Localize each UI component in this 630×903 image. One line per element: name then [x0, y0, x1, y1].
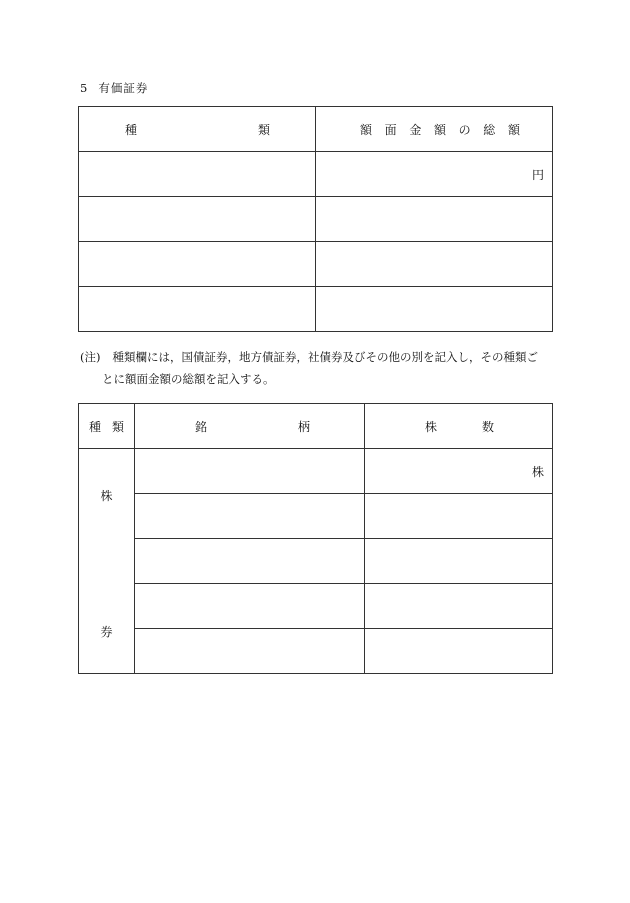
table-header-row [79, 107, 553, 152]
note-line-2: とに額面金額の総額を記入する。 [102, 372, 275, 386]
header-kind: 種 類 [79, 107, 316, 152]
kind-cell[interactable] [79, 242, 316, 287]
section-number: 5 [80, 81, 89, 95]
amount-cell[interactable] [316, 287, 553, 332]
table-row [79, 629, 553, 674]
securities-total-table [78, 106, 553, 332]
shares-cell[interactable] [365, 449, 553, 494]
shares-cell[interactable] [365, 494, 553, 539]
section-title: 有価証券 [98, 81, 149, 95]
kind-cell[interactable] [79, 197, 316, 242]
header-brand: 銘 柄 [135, 404, 365, 449]
brand-cell[interactable] [135, 629, 365, 674]
table-row [79, 242, 553, 287]
note-label: (注) [80, 350, 101, 364]
table-row [79, 539, 553, 584]
brand-cell[interactable] [135, 449, 365, 494]
amount-cell[interactable] [316, 242, 553, 287]
yen-unit: 円 [531, 168, 544, 182]
header-total-face-value: 額 面 金 額 の 総 額 [316, 107, 553, 152]
table-row [79, 197, 553, 242]
amount-cell[interactable] [316, 197, 553, 242]
table-row [79, 494, 553, 539]
shares-unit: 株 [531, 465, 544, 479]
table-header-row [79, 404, 553, 449]
stock-kind-cell [79, 449, 135, 674]
amount-cell[interactable] [316, 152, 553, 197]
kind-cell[interactable] [79, 152, 316, 197]
kind-label-ken: 券 [100, 625, 113, 639]
table-row [79, 584, 553, 629]
table-row [79, 449, 553, 494]
shares-cell[interactable] [365, 539, 553, 584]
header-kind: 種 類 [79, 404, 135, 449]
brand-cell[interactable] [135, 584, 365, 629]
brand-cell[interactable] [135, 539, 365, 584]
shares-cell[interactable] [365, 584, 553, 629]
note-line-1: 種類欄には，国債証券，地方債証券，社債券及びその他の別を記入し，その種類ご [112, 350, 538, 364]
kind-cell[interactable] [79, 287, 316, 332]
table-row [79, 152, 553, 197]
header-shares: 株 数 [365, 404, 553, 449]
shares-cell[interactable] [365, 629, 553, 674]
stock-table [78, 403, 553, 674]
table-row [79, 287, 553, 332]
kind-label-kabu: 株 [100, 489, 113, 503]
brand-cell[interactable] [135, 494, 365, 539]
note [80, 346, 555, 390]
section-heading [80, 80, 148, 96]
